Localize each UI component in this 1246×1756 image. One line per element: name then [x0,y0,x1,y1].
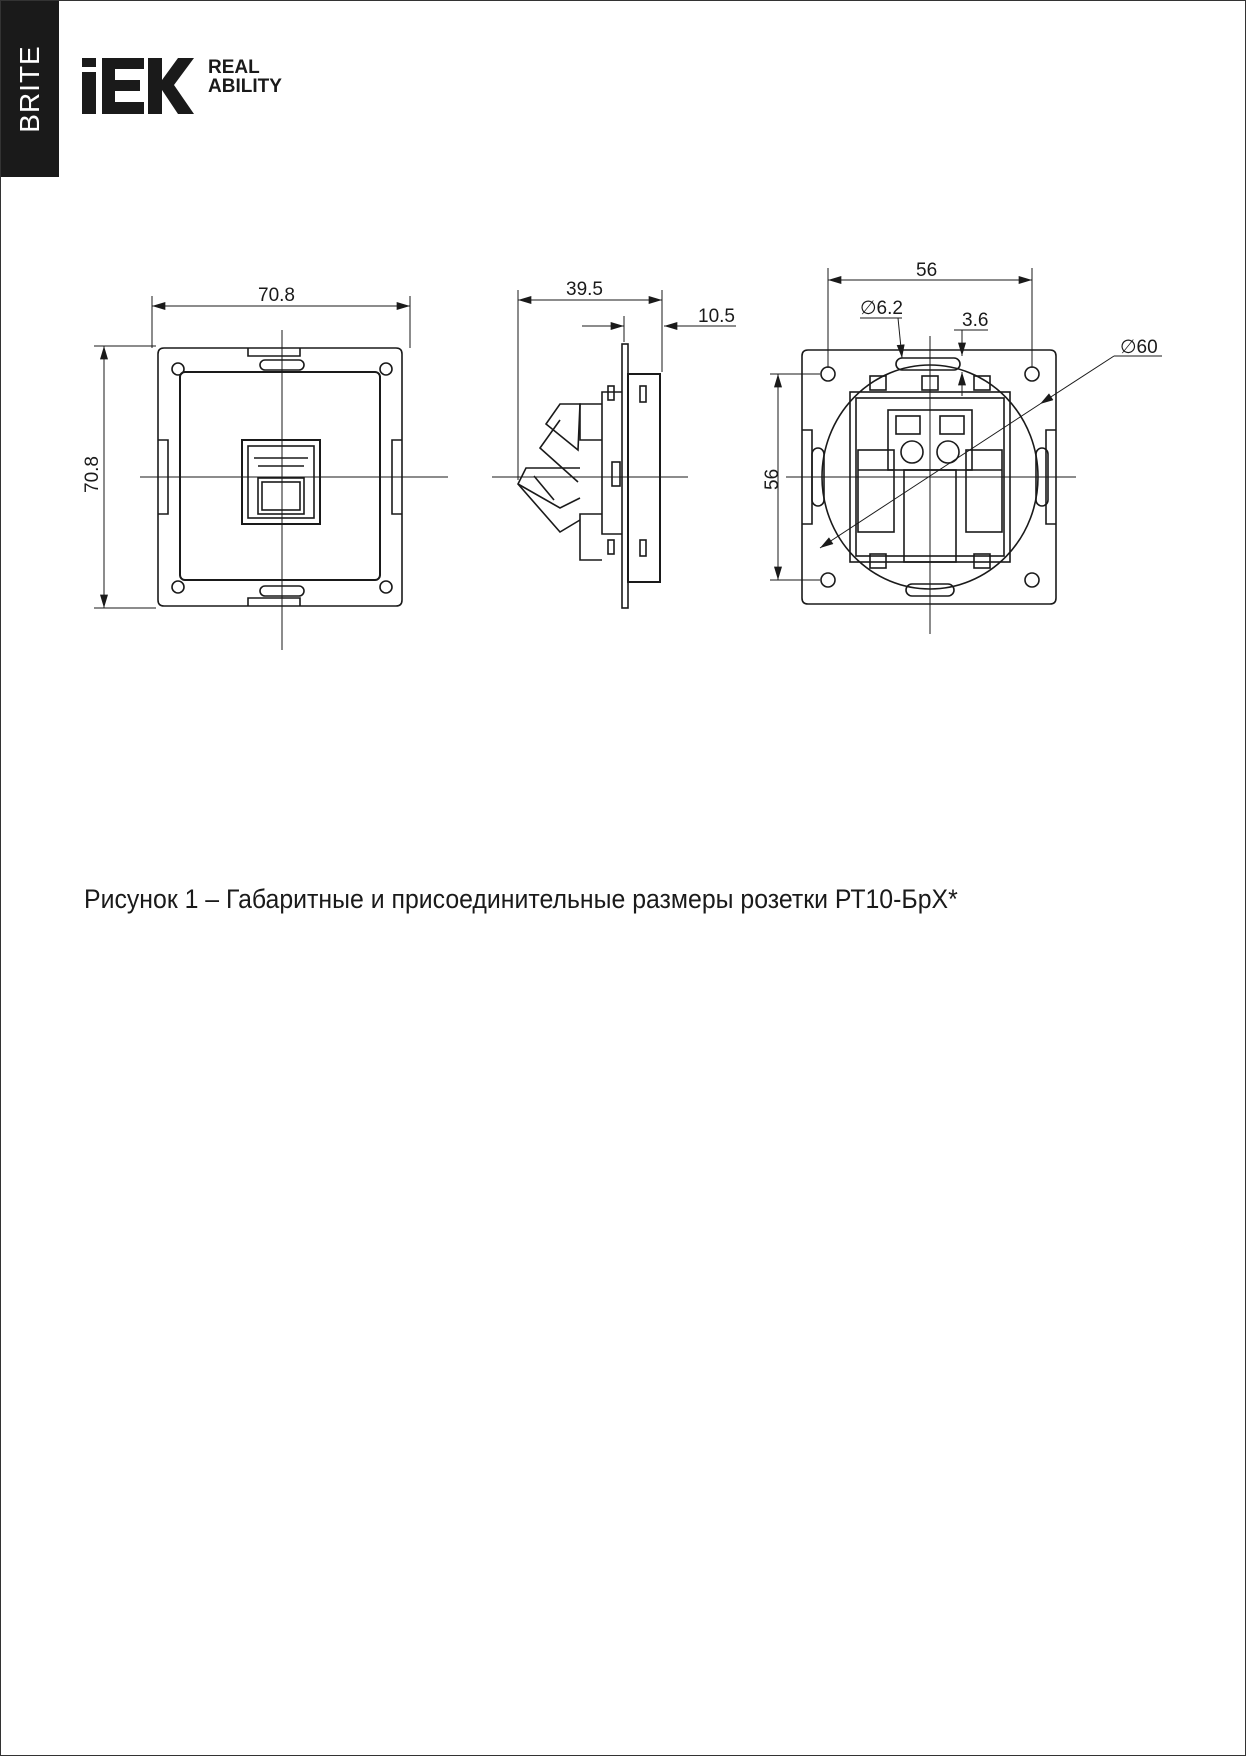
dim-front-height: 70.8 [82,456,103,493]
figure-caption: Рисунок 1 – Габаритные и присоединительные размеры розетки РТ10-БрХ* [84,884,958,914]
dim-side-plate: 10.5 [698,306,735,327]
dim-front-width: 70.8 [258,285,295,306]
series-label: BRITE [14,45,45,133]
dim-back-spacing-h: 56 [916,260,938,281]
front-dimension-lines [94,296,410,608]
tagline-line2: ABILITY [208,76,282,97]
dim-hole-diameter: ∅6.2 [860,298,903,319]
dim-slot-offset: 3.6 [962,310,989,331]
dim-box-diameter: ∅60 [1120,337,1158,358]
tagline-line1: REAL [208,57,260,78]
dim-back-spacing-v: 56 [762,468,783,490]
side-view [518,344,660,608]
dim-side-depth: 39.5 [566,279,603,300]
